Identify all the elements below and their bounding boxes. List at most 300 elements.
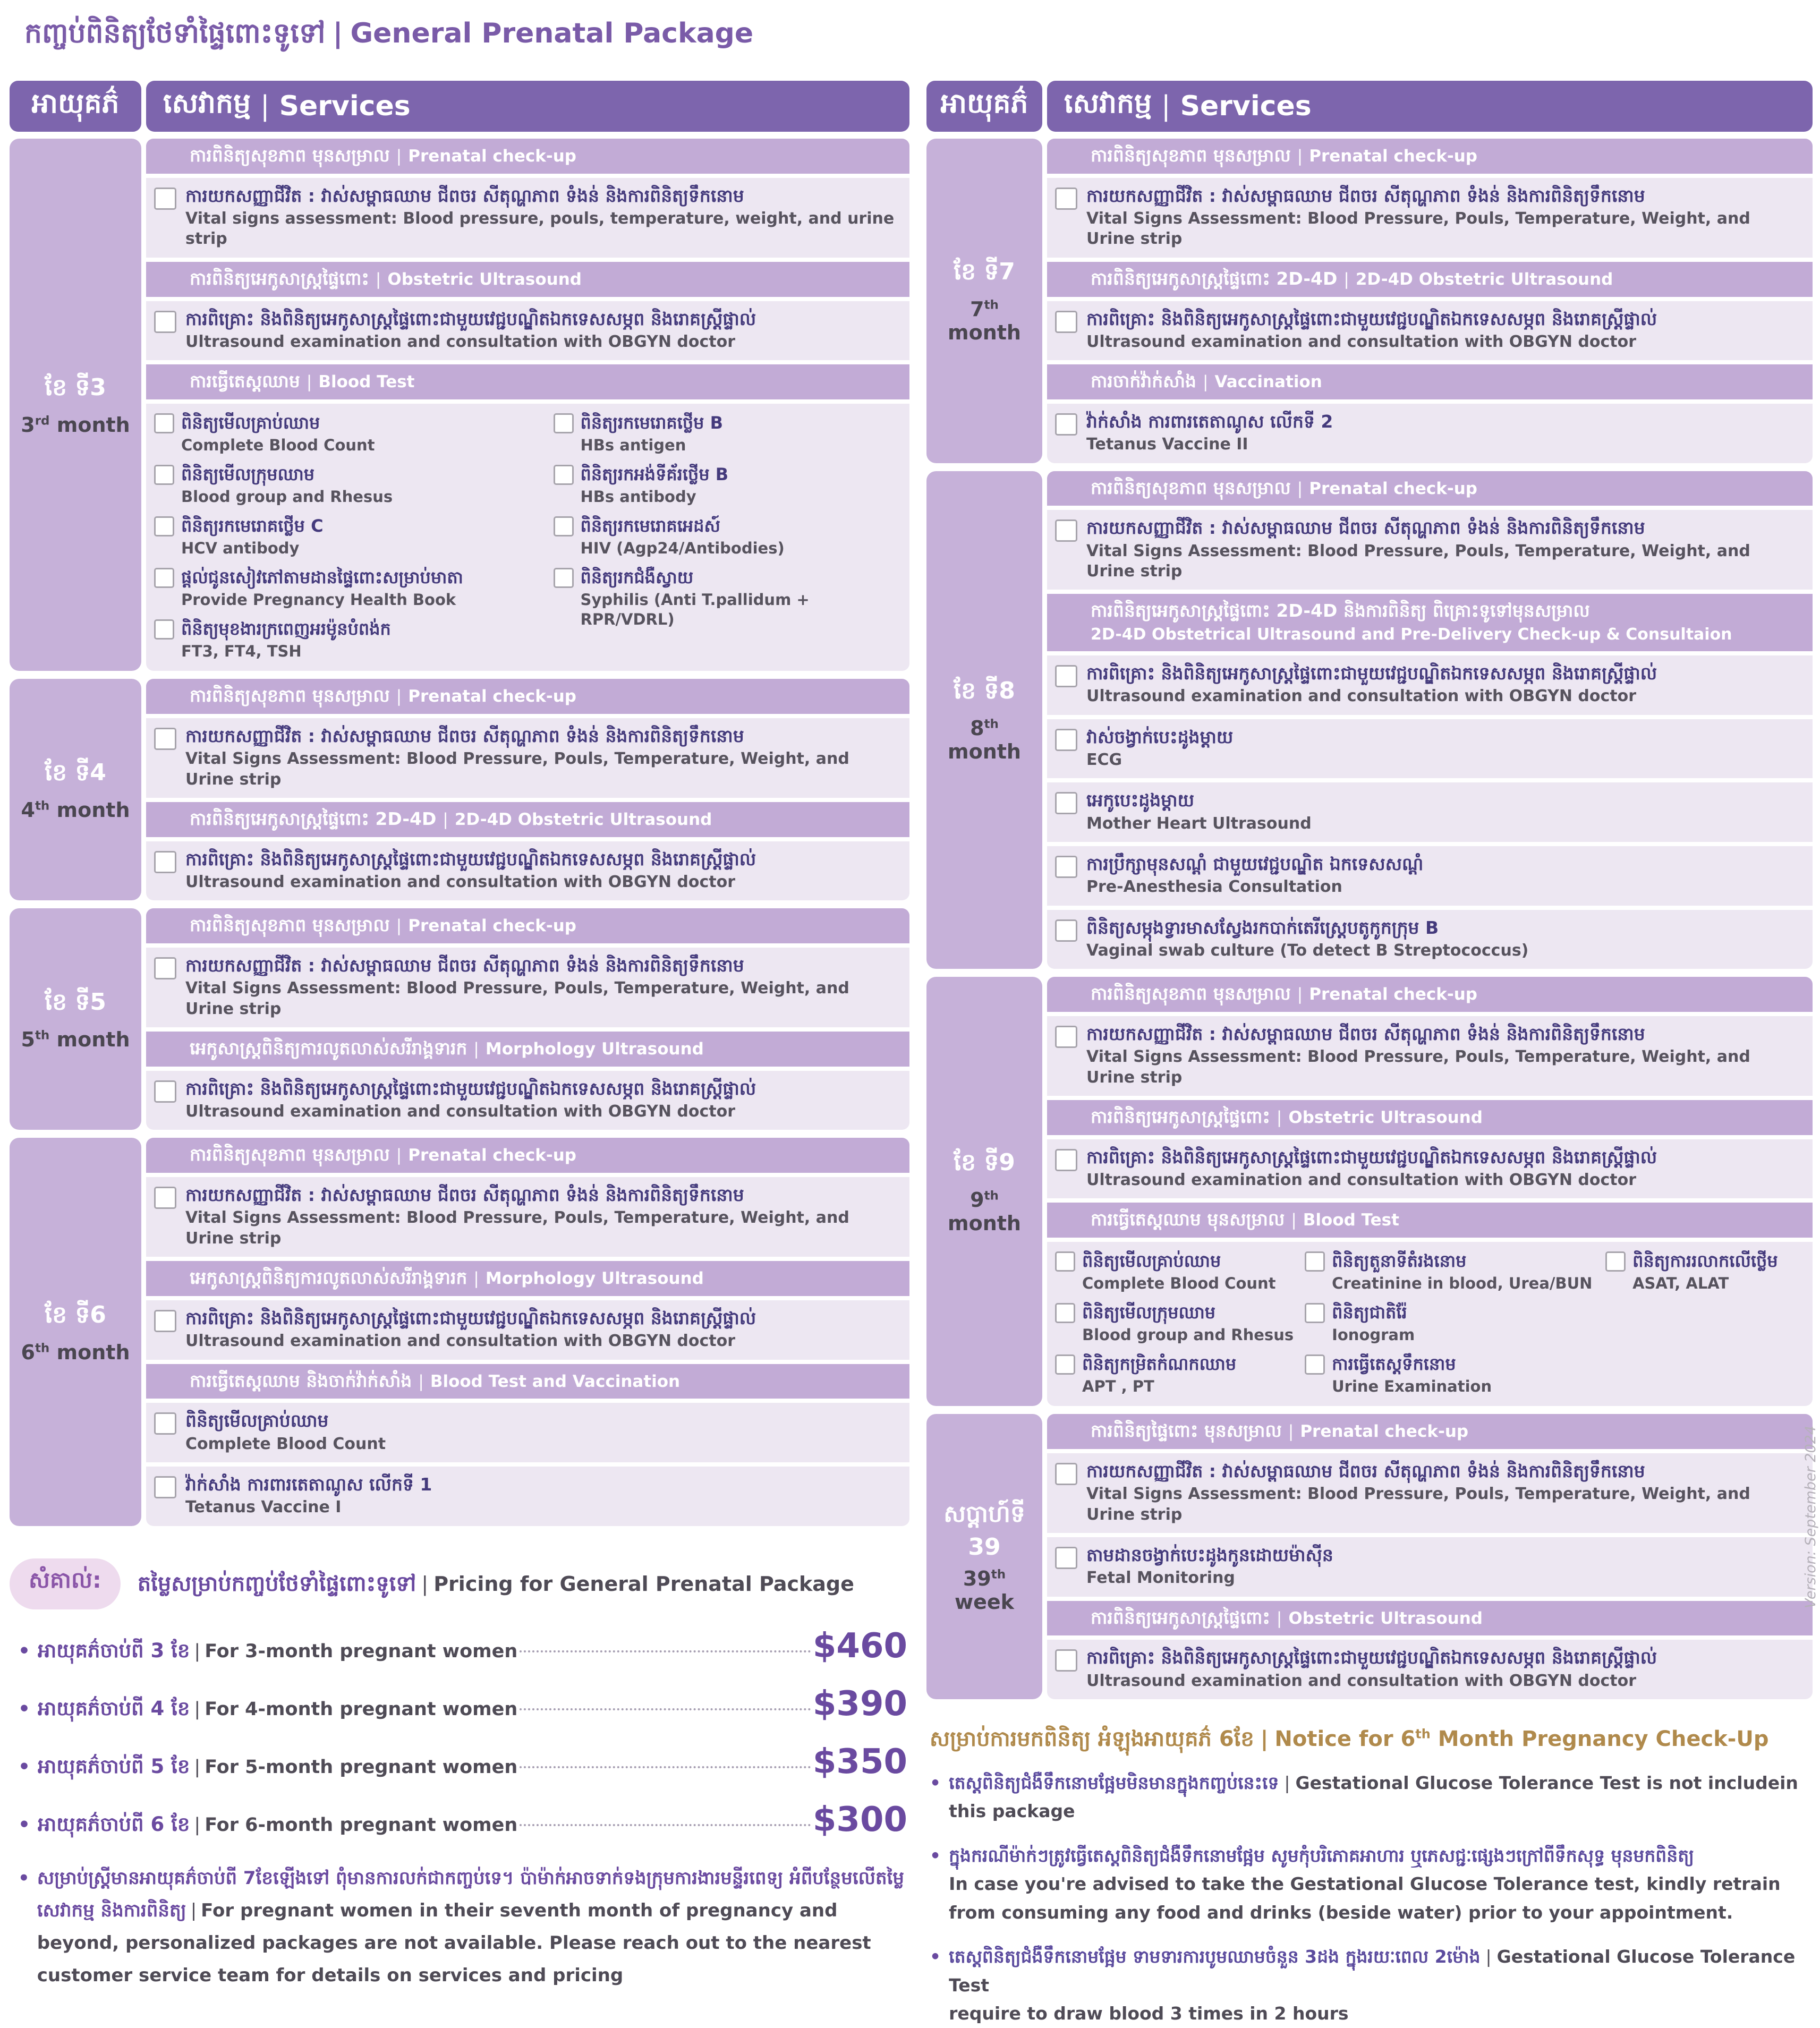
service-item-english: Ultrasound examination and consultation with OBGYN doctor <box>1086 687 1636 706</box>
checkbox-month-9-row5-c1i0[interactable] <box>1305 1251 1325 1272</box>
notice-section <box>926 1725 1813 2028</box>
service-item-english: Provide Pregnancy Health Book <box>181 591 456 609</box>
bullet-icon: • <box>18 1867 30 1889</box>
section-header-month-7-row2 <box>1047 262 1813 297</box>
notice-bullet-english: Gestational Glucose Tolerance Test <box>949 1946 1796 1996</box>
service-item-text-month-3-row5-c0i0 <box>181 412 375 455</box>
service-item-text-month-9-row5-c0i1 <box>1082 1302 1294 1345</box>
service-item-khmer: ពិនិត្យមើលគ្រាប់ឈាម <box>181 412 320 433</box>
checkbox-month-8-row6[interactable] <box>1055 856 1077 878</box>
service-item-khmer: ការពិគ្រោះ និងពិនិត្យអេកូសាស្ត្រផ្ទៃពោះជាមួយវេជ្ជបណ្ឌិតឯកទេសសម្ភព និងរោគស្ត្រីផ្ទាល់ <box>1086 1647 1657 1668</box>
service-item-english: Vital Signs Assessment: Blood Pressure, Pouls, Temperature, Weight, and Urine strip <box>1086 209 1750 249</box>
service-item-khmer: ការពិគ្រោះ និងពិនិត្យអេកូសាស្ត្រផ្ទៃពោះជាមួយវេជ្ជបណ្ឌិតឯកទេសសម្ភព និងរោគស្ត្រីផ្ទាល់ <box>1086 663 1657 684</box>
checkbox-month-7-row3[interactable] <box>1055 311 1077 333</box>
checkbox-month-8-row3[interactable] <box>1055 665 1077 687</box>
service-item-month-8-row1 <box>1047 510 1813 590</box>
separator: | <box>1297 479 1303 498</box>
service-item-month-9-row5-c0i2 <box>1055 1353 1295 1396</box>
pricing-row-english: For 4-month pregnant women <box>205 1698 518 1720</box>
service-item-khmer: ពិនិត្យការរលាកលើថ្លើម <box>1632 1251 1778 1272</box>
section-header-khmer: ការធ្វើតេស្តឈាម <box>190 371 300 392</box>
service-grid-month-3-row5 <box>146 404 909 671</box>
notice-bullet-text <box>949 1769 1810 1826</box>
pricing-rows <box>10 1626 907 1841</box>
separator: | <box>306 372 312 392</box>
table-left-header <box>10 81 909 132</box>
service-item-text-month-7-row5 <box>1086 411 1333 455</box>
separator: | <box>1343 269 1349 289</box>
service-item-text-month-7-row1 <box>1086 185 1800 250</box>
section-header-month-3-row4 <box>146 364 909 399</box>
service-item-english: Complete Blood Count <box>185 1434 386 1453</box>
section-header-khmer: ការពិនិត្យសុខភាព មុនសម្រាល <box>190 685 390 706</box>
service-item-english: Vital Signs Assessment: Blood Pressure, Pouls, Temperature, Weight, and Urine strip <box>1086 541 1750 581</box>
pricing-title: តម្លៃសម្រាប់កញ្ចប់ថែទាំផ្ទៃពោះទូទៅ | Pricing for General Prenatal Package <box>137 1571 854 1596</box>
service-item-khmer: ការធ្វើតេស្តទឹកនោម <box>1332 1354 1456 1375</box>
service-item-text-month-7-row3 <box>1086 308 1657 353</box>
checkbox-month-9-row5-c1i1[interactable] <box>1305 1303 1325 1323</box>
service-item-text-month-8-row6 <box>1086 853 1423 898</box>
gestation-block-week-39 <box>926 1414 1813 1699</box>
section-header-month-6-row0 <box>146 1138 909 1173</box>
service-item-month-6-row6 <box>146 1467 909 1526</box>
section-header-khmer: ការពិនិត្យសុខភាព មុនសម្រាល <box>1091 145 1291 166</box>
checkbox-month-3-row5-c0i1[interactable] <box>154 465 174 485</box>
grid-column-3 <box>1605 1250 1802 1396</box>
gestation-block-month-8 <box>926 471 1813 969</box>
column-header-services: សេវាកម្ម | Services <box>146 81 909 132</box>
service-item-text-month-3-row5-c0i1 <box>181 464 393 507</box>
dotted-leader <box>520 1824 811 1826</box>
column-header-gestational-age: អាយុគភ៌ <box>10 81 141 132</box>
column-header-gestational-age: អាយុគភ៌ <box>926 81 1042 132</box>
service-item-english: Vital Signs Assessment: Blood Pressure, Pouls, Temperature, Weight, and Urine strip <box>1086 1047 1750 1087</box>
service-item-month-5-row1 <box>146 948 909 1027</box>
checkbox-month-3-row5-c1i1[interactable] <box>554 465 574 485</box>
month-label-khmer: ខែ ទី5 <box>45 988 106 1016</box>
month-cell-week-39 <box>926 1414 1042 1699</box>
checkbox-month-3-row1[interactable] <box>154 188 176 210</box>
section-header-khmer: ការពិនិត្យអេកូសាស្ត្រផ្ទៃពោះ 2D-4D <box>190 808 437 829</box>
price-value: $300 <box>812 1800 907 1839</box>
service-item-text-month-3-row5-c0i3 <box>181 567 463 610</box>
separator: | <box>194 1698 201 1720</box>
service-grid-month-9-row5 <box>1047 1242 1813 1406</box>
service-item-english: Urine Examination <box>1332 1377 1492 1396</box>
checkbox-week-39-row1[interactable] <box>1055 1463 1077 1485</box>
service-item-month-3-row5-c1i0 <box>554 412 899 455</box>
service-item-text-month-9-row5-c1i2 <box>1332 1353 1492 1396</box>
section-header-khmer: ការចាក់វ៉ាក់សាំង <box>1091 371 1196 392</box>
services-month-5 <box>146 908 909 1130</box>
notice-bullet-khmer: តេស្តពិនិត្យជំងឺទឹកនោមផ្អែមមិនមានក្នុងកញ្ចប់នេះទេ <box>949 1773 1279 1793</box>
month-label-english: 5th month <box>21 1027 130 1051</box>
service-item-english: Tetanus Vaccine I <box>185 1498 342 1517</box>
service-item-month-7-row3 <box>1047 301 1813 361</box>
service-item-english: Ultrasound examination and consultation with OBGYN doctor <box>185 1102 735 1121</box>
section-header-khmer: អេកូសាស្ត្រពិនិត្យការលូតលាស់សរីរាង្គទារក <box>190 1267 467 1289</box>
service-item-english: Vital Signs Assessment: Blood Pressure, Pouls, Temperature, Weight, and Urine strip <box>185 1208 849 1248</box>
service-item-english: Creatinine in blood, Urea/BUN <box>1332 1274 1593 1292</box>
service-item-month-9-row5-c1i0 <box>1305 1250 1596 1293</box>
notice-bullet-english: Gestational Glucose Tolerance Test is not includein this package <box>949 1773 1798 1822</box>
section-header-khmer: ការពិនិត្យអេកូសាស្ត្រផ្ទៃពោះ <box>1091 1106 1270 1127</box>
separator: | <box>1297 985 1303 1004</box>
service-item-week-39-row1 <box>1047 1453 1813 1533</box>
service-item-english: Complete Blood Count <box>181 436 375 454</box>
notice-bullet-1 <box>930 1769 1813 1826</box>
service-item-text-month-8-row5 <box>1086 789 1312 834</box>
service-item-english: HBs antibody <box>580 487 696 506</box>
pricing-row-english: For 6-month pregnant women <box>205 1814 518 1836</box>
month-label-english: 8th month <box>948 717 1021 764</box>
table-right-header <box>926 81 1813 132</box>
month-blocks-right <box>926 139 1813 1707</box>
service-item-english: Ionogram <box>1332 1326 1415 1344</box>
section-header-month-5-row0 <box>146 908 909 943</box>
service-item-month-9-row5-c1i1 <box>1305 1302 1596 1345</box>
month-cell-month-9 <box>926 977 1042 1406</box>
month-label-english: 3rd month <box>21 413 130 437</box>
service-item-text-month-8-row3 <box>1086 662 1657 707</box>
service-item-khmer: ការយកសញ្ញាជីវិត : វាស់សម្ពាធឈាម ជីពចរ សីតុណ្ហភាព ទំងន់ និងការពិនិត្យទឹកនោម <box>1086 1460 1645 1481</box>
checkbox-month-3-row5-c0i0[interactable] <box>154 413 174 433</box>
month-label-english: 7th month <box>948 297 1021 345</box>
checkbox-month-3-row5-c1i2[interactable] <box>554 516 574 536</box>
service-item-month-9-row5-c0i1 <box>1055 1302 1295 1345</box>
checkbox-month-3-row5-c0i2[interactable] <box>154 516 174 536</box>
month-label-khmer: ខែ ទី8 <box>954 677 1015 705</box>
month-cell-month-3 <box>10 139 141 671</box>
section-header-english: Prenatal check-up <box>408 687 577 706</box>
section-header-week-39-row0 <box>1047 1414 1813 1449</box>
service-item-text-month-8-row7 <box>1086 917 1528 961</box>
service-item-khmer: ការយកសញ្ញាជីវិត : វាស់សម្ពាធឈាម ជីពចរ សីតុណ្ហភាព ទំងន់ និងការពិនិត្យទឹកនោម <box>1086 185 1645 206</box>
gestation-block-month-4 <box>10 679 909 900</box>
checkbox-month-3-row5-c0i4[interactable] <box>154 619 174 640</box>
notice-bullet-2 <box>930 1842 1813 1927</box>
pricing-row-khmer: អាយុគភ៌ចាប់ពី 3 ខែ <box>38 1639 190 1662</box>
pricing-row-khmer: អាយុគភ៌ចាប់ពី 5 ខែ <box>38 1754 190 1778</box>
service-item-khmer: ពិនិត្យមុខងារក្រពេញអរម៉ូនបំពង់ក <box>181 619 391 640</box>
service-item-text-month-3-row5-c1i1 <box>581 464 729 507</box>
pricing-footnote-khmer: សម្រាប់ស្ត្រីមានអាយុគភ៌ចាប់ពី 7ខែឡើងទៅ ពុំមានការលក់ជាកញ្ចប់ទេ។ ប៉ាម៉ាក់អាចទាក់ទងក្រុមការងារមន្ទីរពេទ្យ អំពីបន្ថែមលើតម្លៃសេវាកម្ម និងការពិនិត្យ <box>37 1867 904 1921</box>
separator: | <box>396 1146 402 1165</box>
service-item-text-week-39-row2 <box>1086 1544 1333 1589</box>
pricing-footnote: • សម្រាប់ស្ត្រីមានអាយុគភ៌ចាប់ពី 7ខែឡើងទៅ ពុំមានការលក់ជាកញ្ចប់ទេ។ ប៉ាម៉ាក់អាចទាក់ទងក្រុមការងារមន្ទីរពេទ្យ អំពីបន្ថែមលើតម្លៃសេវាកម្ម និងការពិនិត្យ | For pregnant women in their seventh month of pregnancy and beyond, personalized packages are not available. Please reach out to the nearest customer service team for details on services and pricing <box>10 1862 907 1992</box>
service-item-khmer: វ៉ាក់សាំង ការពារតេតាណូស លើកទី 1 <box>185 1474 432 1495</box>
section-header-english: 2D-4D Obstetrical Ultrasound and Pre-Delivery Check-up & Consultaion <box>1091 625 1732 644</box>
month-label-english: 6th month <box>21 1340 130 1364</box>
gestation-block-month-9 <box>926 977 1813 1406</box>
service-item-english: Pre-Anesthesia Consultation <box>1086 877 1342 897</box>
checkbox-month-8-row4[interactable] <box>1055 729 1077 751</box>
service-item-english: Fetal Monitoring <box>1086 1569 1235 1588</box>
checkbox-week-39-row4[interactable] <box>1055 1649 1077 1672</box>
notice-bullet-english: In case you're advised to take the Gestational Glucose Tolerance test, kindly retrain from consuming any food and drinks (beside water) prior to your appointment. <box>949 1873 1781 1923</box>
separator: | <box>396 687 402 706</box>
service-item-khmer: ការពិគ្រោះ និងពិនិត្យអេកូសាស្ត្រផ្ទៃពោះជាមួយវេជ្ជបណ្ឌិតឯកទេសសម្ភព និងរោគស្ត្រីផ្ទាល់ <box>185 308 756 329</box>
service-item-english: Tetanus Vaccine II <box>1086 435 1248 454</box>
bullet-icon: • <box>18 1698 31 1720</box>
service-item-khmer: ការពិគ្រោះ និងពិនិត្យអេកូសាស្ត្រផ្ទៃពោះជាមួយវេជ្ជបណ្ឌិតឯកទេសសម្ភព និងរោគស្ត្រីផ្ទាល់ <box>185 1308 756 1328</box>
service-item-text-month-3-row5-c0i4 <box>181 618 391 661</box>
services-month-9 <box>1047 977 1813 1406</box>
service-item-english: FT3, FT4, TSH <box>181 642 302 661</box>
bullet-icon: • <box>930 1946 941 1967</box>
gestation-block-month-5 <box>10 908 909 1130</box>
month-label-khmer: ខែ ទី9 <box>954 1149 1015 1177</box>
service-item-month-9-row3 <box>1047 1139 1813 1199</box>
service-item-text-week-39-row1 <box>1086 1460 1800 1525</box>
service-item-week-39-row2 <box>1047 1537 1813 1597</box>
service-item-english: Ultrasound examination and consultation with OBGYN doctor <box>185 872 735 891</box>
separator: | <box>194 1640 201 1662</box>
checkbox-month-8-row7[interactable] <box>1055 919 1077 942</box>
checkbox-month-3-row3[interactable] <box>154 311 176 333</box>
service-item-khmer: ការពិគ្រោះ និងពិនិត្យអេកូសាស្ត្រផ្ទៃពោះជាមួយវេជ្ជបណ្ឌិតឯកទេសសម្ភព និងរោគស្ត្រីផ្ទាល់ <box>1086 308 1657 329</box>
section-header-month-4-row0 <box>146 679 909 714</box>
service-item-text-month-6-row1 <box>185 1184 897 1249</box>
section-header-khmer: ការពិនិត្យសុខភាព មុនសម្រាល <box>1091 983 1291 1004</box>
separator: | <box>194 1756 201 1778</box>
service-item-month-9-row5-c2i0 <box>1605 1250 1802 1293</box>
service-item-text-month-3-row5-c0i2 <box>181 515 324 558</box>
pricing-title-english: Pricing for General Prenatal Package <box>433 1572 854 1596</box>
checkbox-month-5-row1[interactable] <box>154 957 176 979</box>
section-header-month-9-row2 <box>1047 1100 1813 1135</box>
checkbox-month-9-row5-c1i2[interactable] <box>1305 1354 1325 1375</box>
service-item-english: Ultrasound examination and consultation with OBGYN doctor <box>1086 1170 1636 1189</box>
section-header-english: Prenatal check-up <box>408 916 577 936</box>
service-item-khmer: ពិនិត្យរកអង់ទីគ័រថ្លើម B <box>580 464 729 484</box>
section-header-khmer: ការពិនិត្យសុខភាព មុនសម្រាល <box>1091 477 1291 498</box>
month-cell-month-5 <box>10 908 141 1130</box>
separator: | <box>1276 1107 1282 1127</box>
checkbox-month-4-row1[interactable] <box>154 728 176 750</box>
service-item-month-6-row5 <box>146 1403 909 1462</box>
checkbox-month-6-row1[interactable] <box>154 1187 176 1209</box>
checkbox-month-7-row1[interactable] <box>1055 188 1077 210</box>
service-item-khmer: ពិនិត្យសម្កុងទ្វារមាសស្វែងរកបាក់តេរីស្ត្រេបតូកូកក្រុម B <box>1086 917 1439 938</box>
section-header-english: Obstetric Ultrasound <box>1288 1608 1483 1628</box>
note-badge: សំគាល់: <box>10 1558 121 1609</box>
section-header-khmer: ការពិនិត្យផ្ទៃពោះ មុនសម្រាល <box>1091 1420 1282 1442</box>
service-item-month-8-row3 <box>1047 655 1813 715</box>
service-item-month-9-row5-c1i2 <box>1305 1353 1596 1396</box>
service-item-text-month-3-row3 <box>185 308 756 353</box>
section-header-english: Prenatal check-up <box>1309 147 1478 166</box>
pricing-row-2 <box>10 1684 907 1725</box>
bullet-icon: • <box>930 1845 941 1866</box>
checkbox-month-9-row3[interactable] <box>1055 1149 1077 1171</box>
service-item-english: Vital Signs Assessment: Blood Pressure, Pouls, Temperature, Weight, and Urine strip <box>1086 1485 1750 1524</box>
separator: | <box>473 1039 479 1059</box>
grid-column-1 <box>1055 1250 1295 1396</box>
service-item-english: Ultrasound examination and consultation with OBGYN doctor <box>1086 1671 1636 1690</box>
notice-bullet-khmer: ក្នុងករណីម៉ាក់ៗត្រូវធ្វើតេស្តពិនិត្យជំងឺទឹកនោមផ្អែម សូមកុំបរិភោគអាហារ ឬភេសជ្ជៈផ្សេងៗក្រៅពីទឹកសុទ្ធ មុនមកពិនិត្យ <box>949 1845 1694 1866</box>
checkbox-month-8-row1[interactable] <box>1055 519 1077 542</box>
service-item-english: Vital Signs Assessment: Blood Pressure, Pouls, Temperature, Weight, and Urine strip <box>185 979 849 1018</box>
checkbox-month-3-row5-c0i3[interactable] <box>154 568 174 588</box>
gestation-block-month-6 <box>10 1138 909 1526</box>
section-header-month-6-row2 <box>146 1261 909 1296</box>
section-header-month-8-row2 <box>1047 594 1813 651</box>
checkbox-month-9-row5-c0i1[interactable] <box>1055 1303 1075 1323</box>
notice-bullet-text <box>949 1942 1810 2027</box>
service-item-text-month-8-row4 <box>1086 726 1233 771</box>
service-item-khmer: ការយកសញ្ញាជីវិត : វាស់សម្ពាធឈាម ជីពចរ សីតុណ្ហភាព ទំងន់ និងការពិនិត្យទឹកនោម <box>185 955 744 976</box>
dotted-leader <box>520 1708 811 1710</box>
separator: | <box>194 1814 201 1836</box>
grid-column-2 <box>1305 1250 1596 1396</box>
section-header-english: Blood Test <box>318 372 415 392</box>
section-header-khmer: ការពិនិត្យសុខភាព មុនសម្រាល <box>190 915 390 936</box>
notice-bullet-khmer: តេស្តពិនិត្យជំងឺទឹកនោមផ្អែម ទាមទារការបូមឈាមចំនួន 3ដង ក្នុងរយៈពេល 2ម៉ោង <box>949 1946 1481 1967</box>
service-item-month-4-row3 <box>146 841 909 901</box>
service-item-text-month-5-row1 <box>185 955 897 1019</box>
pricing-title-khmer: តម្លៃសម្រាប់កញ្ចប់ថែទាំផ្ទៃពោះទូទៅ <box>137 1571 416 1596</box>
separator: | <box>396 147 402 166</box>
month-label-english: 39th week <box>955 1567 1014 1614</box>
service-item-khmer: ការយកសញ្ញាជីវិត : វាស់សម្ពាធឈាម ជីពចរ សីតុណ្ហភាព ទំងន់ និងការពិនិត្យទឹកនោម <box>185 185 744 206</box>
section-header-english: Vaccination <box>1214 372 1322 392</box>
checkbox-month-9-row1[interactable] <box>1055 1026 1077 1048</box>
service-item-text-month-3-row5-c1i3 <box>581 567 899 629</box>
section-header-english: Morphology Ultrasound <box>485 1269 704 1289</box>
service-item-khmer: ការពិគ្រោះ និងពិនិត្យអេកូសាស្ត្រផ្ទៃពោះជាមួយវេជ្ជបណ្ឌិតឯកទេសសម្ភព និងរោគស្ត្រីផ្ទាល់ <box>185 1078 756 1099</box>
pricing-row-1 <box>10 1626 907 1667</box>
service-item-text-month-4-row3 <box>185 848 756 893</box>
separator: | <box>1291 1211 1297 1230</box>
service-item-english: Blood group and Rhesus <box>181 487 393 506</box>
bullet-icon: • <box>930 1773 941 1793</box>
section-header-month-5-row2 <box>146 1032 909 1067</box>
service-item-khmer: ពិនិត្យរកមេរោគថ្លើម C <box>181 516 324 536</box>
section-header-khmer: ការពិនិត្យអេកូសាស្ត្រផ្ទៃពោះ 2D-4D និងការពិនិត្យ ពិគ្រោះទូទៅមុនសម្រាល <box>1091 600 1590 621</box>
page-title <box>24 16 753 56</box>
service-item-english: ECG <box>1086 750 1122 769</box>
service-item-english: Syphilis (Anti T.pallidum + RPR/VDRL) <box>580 591 810 629</box>
service-item-month-3-row5-c0i4 <box>154 618 544 661</box>
service-item-khmer: ការប្រឹក្សាមុនសណ្តំ ជាមួយវេជ្ជបណ្ឌិត ឯកទេសសណ្តំ <box>1086 853 1424 874</box>
service-item-english: Complete Blood Count <box>1082 1274 1276 1292</box>
section-header-khmer: ការពិនិត្យអេកូសាស្ត្រផ្ទៃពោះ 2D-4D <box>1091 268 1338 289</box>
section-header-english: 2D-4D Obstetric Ultrasound <box>1355 269 1613 289</box>
notice-bullet-text <box>949 1842 1810 1927</box>
service-item-english: Ultrasound examination and consultation with OBGYN doctor <box>185 1332 735 1351</box>
service-item-month-9-row5-c0i0 <box>1055 1250 1295 1293</box>
service-item-khmer: ពិនិត្យជាតិរ៉ែ <box>1332 1302 1407 1323</box>
version-note: Version: September 2024 <box>1802 1425 1819 1608</box>
section-header-english: Blood Test and Vaccination <box>430 1371 681 1391</box>
month-label-khmer: ខែ ទី4 <box>45 759 106 786</box>
pricing-row-english: For 5-month pregnant women <box>205 1756 518 1778</box>
service-item-khmer: ពិនិត្យរកមេរោគអេដស៍ <box>580 516 720 536</box>
page-title-english: General Prenatal Package <box>350 18 754 49</box>
checkbox-month-9-row5-c2i0[interactable] <box>1605 1251 1626 1272</box>
checkbox-month-9-row5-c0i2[interactable] <box>1055 1354 1075 1375</box>
section-header-month-3-row2 <box>146 262 909 297</box>
page-title-khmer: កញ្ចប់ពិនិត្យថែទាំផ្ទៃពោះទូទៅ <box>24 18 326 49</box>
service-item-khmer: ពិនិត្យរកមេរោគថ្លើម B <box>580 412 724 433</box>
service-item-english: HIV (Agp24/Antibodies) <box>580 539 785 557</box>
service-item-text-month-9-row5-c1i0 <box>1332 1250 1592 1293</box>
services-month-3 <box>146 139 909 671</box>
service-item-khmer: ពិនិត្យតួនាទីតំរងនោម <box>1332 1251 1467 1272</box>
checkbox-month-6-row6[interactable] <box>154 1476 176 1498</box>
checkbox-month-3-row5-c1i3[interactable] <box>554 568 574 588</box>
section-header-month-9-row4 <box>1047 1203 1813 1238</box>
section-header-month-6-row4 <box>146 1364 909 1399</box>
service-item-english: Vital signs assessment: Blood pressure, pouls, temperature, weight, and urine strip <box>185 209 895 249</box>
service-item-text-month-9-row5-c0i2 <box>1082 1353 1236 1396</box>
pricing-row-english: For 3-month pregnant women <box>205 1640 518 1662</box>
gestation-block-month-3 <box>10 139 909 671</box>
service-item-month-7-row5 <box>1047 404 1813 463</box>
gestation-block-month-7 <box>926 139 1813 463</box>
service-item-text-month-3-row5-c1i0 <box>581 412 724 455</box>
service-item-english: HCV antibody <box>181 539 300 557</box>
checkbox-month-6-row3[interactable] <box>154 1310 176 1332</box>
checkbox-month-8-row5[interactable] <box>1055 792 1077 814</box>
separator: | <box>1288 1422 1294 1442</box>
service-item-week-39-row4 <box>1047 1640 1813 1699</box>
separator: | <box>1485 1946 1492 1967</box>
checkbox-week-39-row2[interactable] <box>1055 1547 1077 1569</box>
service-item-month-3-row5-c0i0 <box>154 412 544 455</box>
section-header-month-7-row0 <box>1047 139 1813 174</box>
service-item-english: HBs antigen <box>580 436 686 454</box>
service-item-month-6-row1 <box>146 1177 909 1257</box>
bullet-icon: • <box>18 1640 31 1662</box>
service-item-month-7-row1 <box>1047 178 1813 258</box>
service-item-khmer: អេកូបេះដូងម្តាយ <box>1086 790 1195 811</box>
service-item-khmer: ការយកសញ្ញាជីវិត : វាស់សម្ពាធឈាម ជីពចរ សីតុណ្ហភាព ទំងន់ និងការពិនិត្យទឹកនោម <box>1086 517 1645 539</box>
checkbox-month-3-row5-c1i0[interactable] <box>554 413 574 433</box>
separator: | <box>1276 1608 1282 1628</box>
checkbox-month-4-row3[interactable] <box>154 851 176 873</box>
service-item-month-9-row1 <box>1047 1016 1813 1096</box>
notice-title-khmer: សម្រាប់ការមកពិនិត្យ អំឡុងអាយុគភ៌ 6ខែ <box>930 1727 1254 1751</box>
month-label-english: 9th month <box>948 1188 1021 1235</box>
month-label-english: 4th month <box>21 798 130 822</box>
services-month-8 <box>1047 471 1813 969</box>
service-item-month-3-row5-c0i2 <box>154 515 544 558</box>
checkbox-month-5-row3[interactable] <box>154 1080 176 1103</box>
service-item-text-month-9-row1 <box>1086 1023 1800 1088</box>
pricing-row-khmer: អាយុគភ៌ចាប់ពី 4 ខែ <box>38 1697 190 1720</box>
price-value: $350 <box>812 1742 907 1782</box>
checkbox-month-7-row5[interactable] <box>1055 413 1077 436</box>
service-item-text-month-5-row3 <box>185 1078 756 1122</box>
service-item-month-4-row1 <box>146 718 909 798</box>
bullet-icon: • <box>18 1756 31 1778</box>
checkbox-month-6-row5[interactable] <box>154 1412 176 1435</box>
section-header-english: Prenatal check-up <box>408 147 577 166</box>
service-item-month-8-row7 <box>1047 910 1813 969</box>
checkbox-month-9-row5-c0i0[interactable] <box>1055 1251 1075 1272</box>
service-item-text-month-8-row1 <box>1086 517 1800 582</box>
service-item-text-week-39-row4 <box>1086 1647 1657 1691</box>
service-item-khmer: ផ្តល់ជូនសៀវភៅតាមដានផ្ទៃពោះសម្រាប់មាតា <box>181 567 463 588</box>
services-month-6 <box>146 1138 909 1526</box>
service-item-khmer: ការពិគ្រោះ និងពិនិត្យអេកូសាស្ត្រផ្ទៃពោះជាមួយវេជ្ជបណ្ឌិតឯកទេសសម្ភព និងរោគស្ត្រីផ្ទាល់ <box>185 848 756 870</box>
service-item-khmer: ការពិគ្រោះ និងពិនិត្យអេកូសាស្ត្រផ្ទៃពោះជាមួយវេជ្ជបណ្ឌិតឯកទេសសម្ភព និងរោគស្ត្រីផ្ទាល់ <box>1086 1146 1657 1168</box>
section-header-week-39-row3 <box>1047 1601 1813 1636</box>
month-cell-month-4 <box>10 679 141 900</box>
service-item-english: APT , PT <box>1082 1377 1154 1396</box>
